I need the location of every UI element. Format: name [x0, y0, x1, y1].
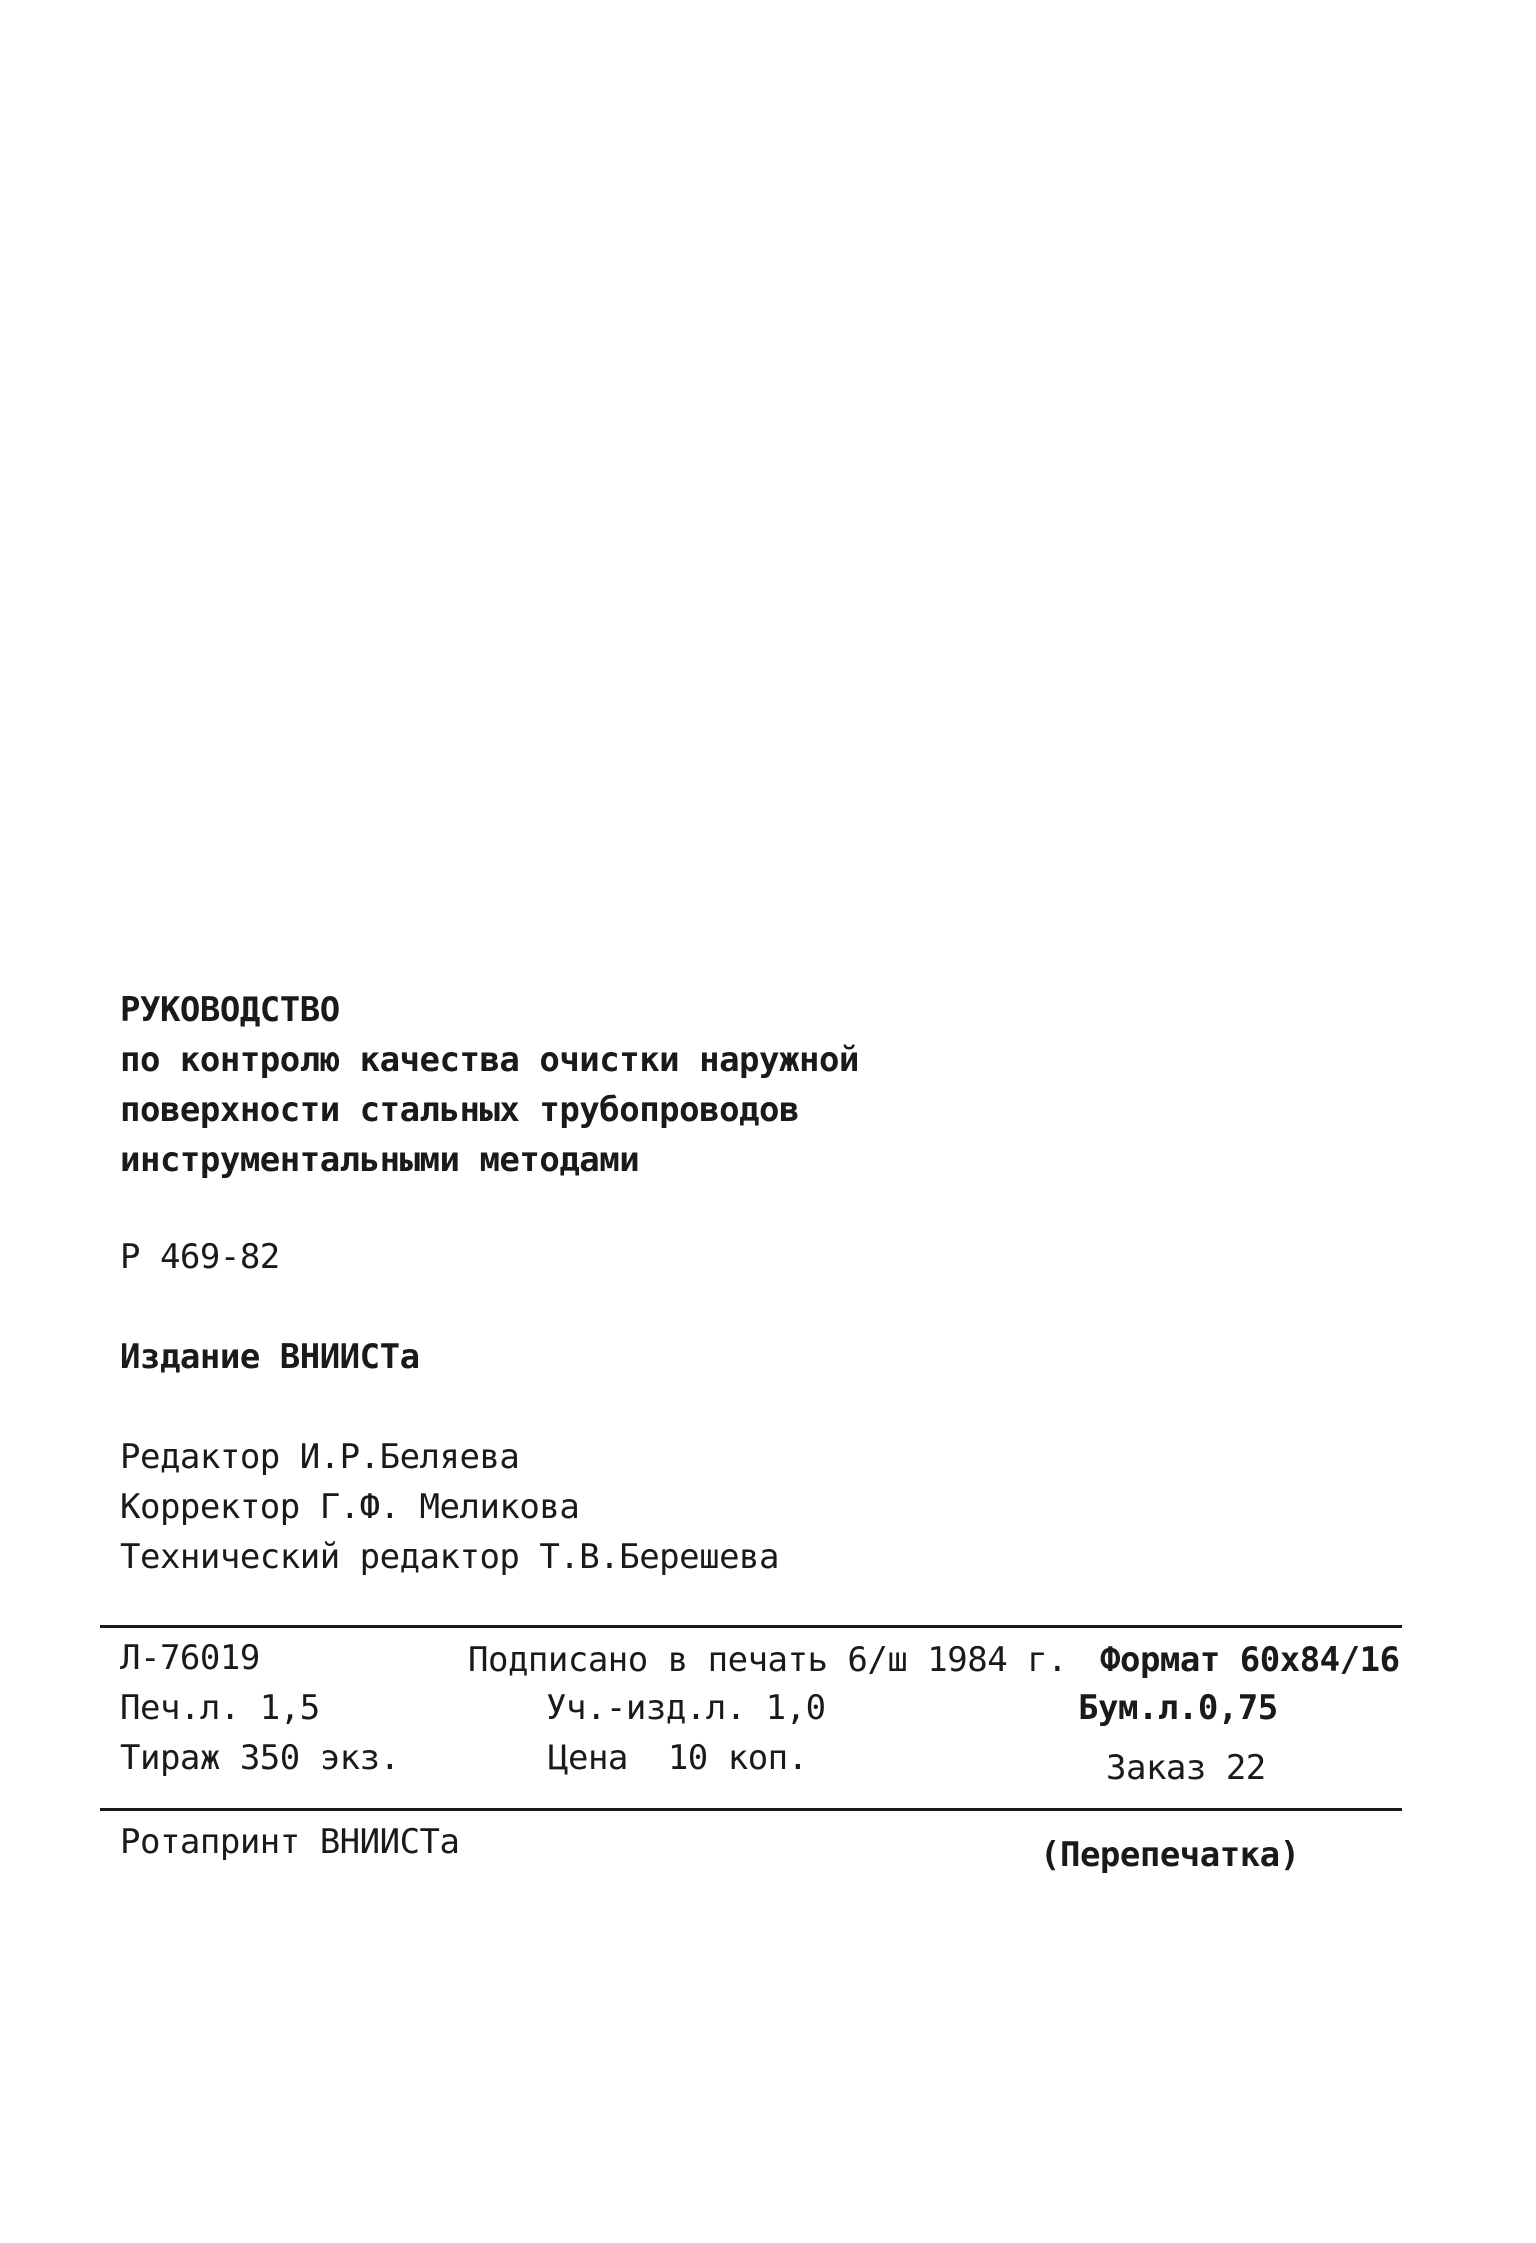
doc-title-line-2: поверхности стальных трубопроводов — [120, 1090, 799, 1130]
doc-title-line-3: инструментальными методами — [120, 1140, 640, 1180]
editor-credit: Редактор И.Р.Беляева — [120, 1437, 520, 1477]
reprint-note: (Перепечатка) — [1040, 1835, 1300, 1875]
paper-format: Формат 60х84/16 — [1100, 1640, 1400, 1680]
imprint-bottom-rule — [100, 1808, 1402, 1811]
doc-heading: РУКОВОДСТВО — [120, 990, 340, 1030]
imprint-top-rule — [100, 1625, 1402, 1628]
edit-sheets: Уч.-изд.л. 1,0 — [546, 1688, 826, 1728]
price: Цена 10 коп. — [548, 1738, 808, 1778]
doc-code: Р 469-82 — [120, 1237, 280, 1277]
order-number: Заказ 22 — [1106, 1748, 1266, 1788]
publisher: Издание ВНИИСТа — [120, 1337, 420, 1377]
tech-editor-credit: Технический редактор Т.В.Берешева — [120, 1537, 780, 1577]
paper-sheets: Бум.л.0,75 — [1078, 1688, 1278, 1728]
printer: Ротапринт ВНИИСТа — [120, 1822, 460, 1862]
license-number: Л-76019 — [120, 1638, 260, 1678]
corrector-credit: Корректор Г.Ф. Меликова — [120, 1487, 580, 1527]
circulation: Тираж 350 экз. — [120, 1738, 400, 1778]
print-sheets: Печ.л. 1,5 — [120, 1688, 320, 1728]
doc-title-line-1: по контролю качества очистки наружной — [120, 1040, 859, 1080]
signed-to-print: Подписано в печать 6/ш 1984 г. — [468, 1640, 1068, 1680]
